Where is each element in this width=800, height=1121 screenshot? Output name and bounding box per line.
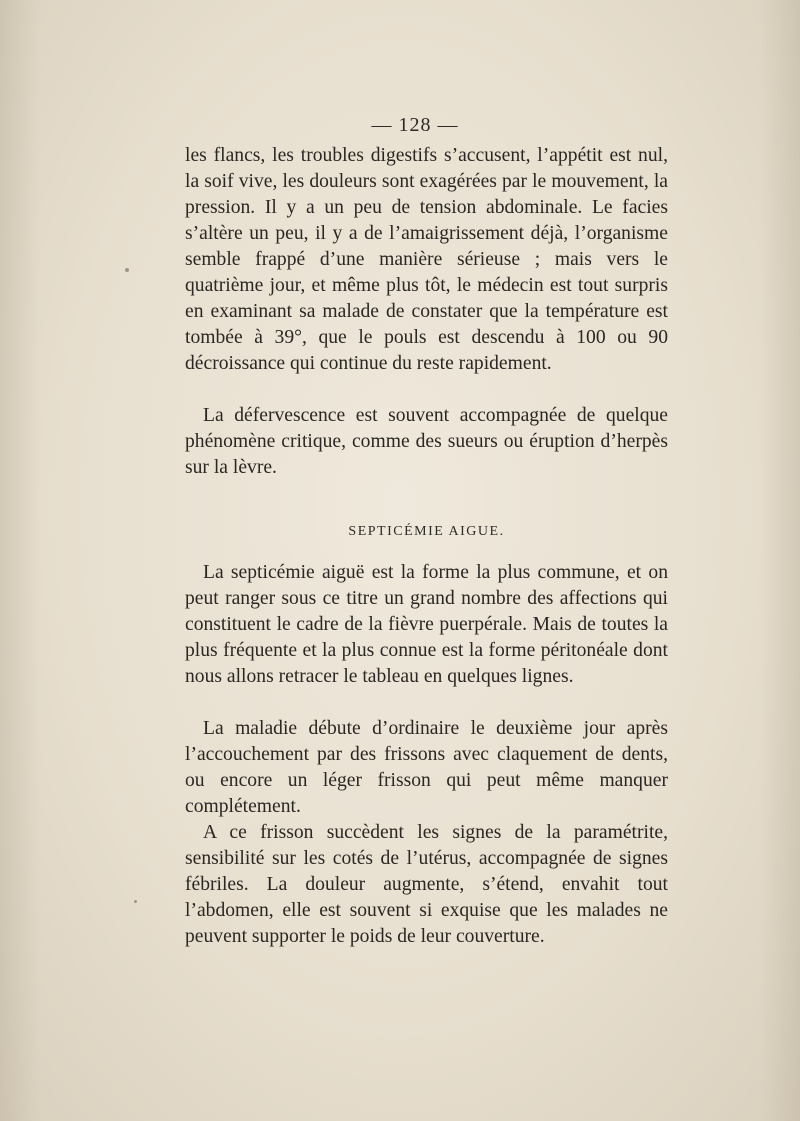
paragraph-3: La septicémie aiguë est la forme la plus commune, et on peut ranger sous ce titre un grand nombre des affections qui constituent le cadre de la fièvre puerpérale. Mais de toutes la plus fréquente et la plus connue est la forme péritonéale dont nous allons retracer le tableau en quelques lignes. bbox=[185, 562, 668, 687]
paragraph-5: A ce frisson succèdent les signes de la paramétrite, sensibilité sur les cotés de l’utérus, accompagnée de signes fébriles. La douleur augmente, s’étend, envahit tout l’abdomen, elle est souvent si exquise que les malades ne peuvent supporter le poids de leur couverture. bbox=[185, 822, 668, 947]
paper-speck bbox=[134, 900, 137, 903]
page-edge-right bbox=[760, 0, 800, 1121]
paper-speck bbox=[125, 268, 129, 272]
paragraph-1: les flancs, les troubles digestifs s’accusent, l’appétit est nul, la soif vive, les douleurs sont exagérées par le mouvement, la pression. Il y a un peu de tension abdominale. Le facies s’altère un peu, il y a de l’amaigrissement déjà, l’organisme semble frappé d’une manière sérieuse ; mais vers le quatrième jour, et même plus tôt, le médecin est tout surpris en examinant sa malade de constater que la température est tombée à 39°, que le pouls est descendu à 100 ou 90 décroissance qui continue du reste rapidement. bbox=[185, 145, 668, 374]
paragraph-4: La maladie débute d’ordinaire le deuxième jour après l’accouchement par des frissons avec claquement de dents, ou encore un léger frisson qui peut même manquer complétement. bbox=[185, 718, 668, 817]
page-edge-left bbox=[0, 0, 40, 1121]
paragraph-2: La défervescence est souvent accompagnée de quelque phénomène critique, comme des sueurs ou éruption d’herpès sur la lèvre. bbox=[185, 405, 668, 478]
page-number: — 128 — bbox=[371, 114, 459, 136]
section-heading: SEPTICÉMIE AIGUE. bbox=[348, 524, 505, 539]
